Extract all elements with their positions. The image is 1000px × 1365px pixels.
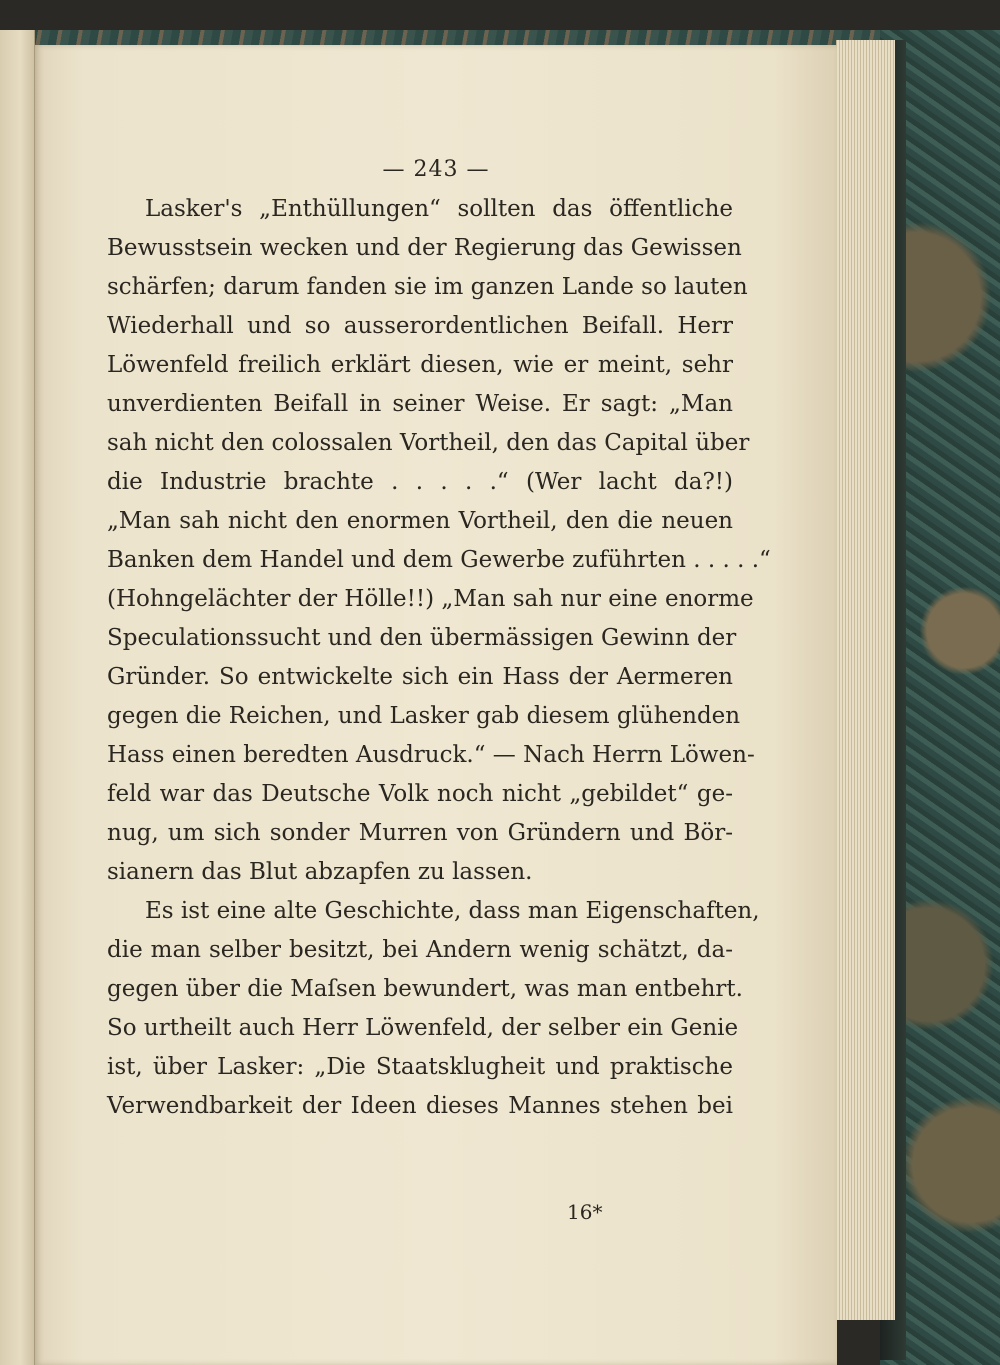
text-line: Lasker's „Enthüllungen“ sollten das öffentliche <box>145 196 733 222</box>
text-line: schärfen; darum fanden sie im ganzen Lande so lauten <box>107 274 748 300</box>
text-line: Bewusstsein wecken und der Regierung das Gewissen <box>107 235 742 261</box>
previous-page-edge <box>0 30 35 1365</box>
text-line: gegen die Reichen, und Lasker gab diesem glühenden <box>107 703 741 729</box>
text-line: ist, über Lasker: „Die Staatsklugheit und praktische <box>107 1054 733 1080</box>
text-line: feld war das Deutsche Volk noch nicht „gebildet“ ge- <box>107 781 733 807</box>
book-page <box>35 45 837 1365</box>
text-line: „Man sah nicht den enormen Vortheil, den die neuen <box>107 508 733 534</box>
paragraph-2 <box>107 892 760 1126</box>
text-line: Speculationssucht und den übermässigen Gewinn der <box>107 625 737 651</box>
signature-mark: 16* <box>567 1200 603 1224</box>
text-line: Löwenfeld freilich erklärt diesen, wie er meint, sehr <box>107 352 733 378</box>
text-line: sianern das Blut abzapfen zu lassen. <box>107 859 533 885</box>
body-text <box>107 190 771 1126</box>
text-line: nug, um sich sonder Murren von Gründern und Bör- <box>107 820 733 846</box>
text-line: gegen über die Maſsen bewundert, was man entbehrt. <box>107 976 743 1002</box>
text-line: Hass einen beredten Ausdruck.“ — Nach Herrn Löwen- <box>107 742 755 768</box>
text-line: Wiederhall und so ausserordentlichen Beifall. Herr <box>107 313 733 339</box>
text-line: Banken dem Handel und dem Gewerbe zuführten . . . . .“ <box>107 547 771 573</box>
text-line: Gründer. So entwickelte sich ein Hass der Aermeren <box>107 664 733 690</box>
text-line: die man selber besitzt, bei Andern wenig schätzt, da- <box>107 937 733 963</box>
text-line: Verwendbarkeit der Ideen dieses Mannes stehen bei <box>107 1093 733 1119</box>
text-line: sah nicht den colossalen Vortheil, den das Capital über <box>107 430 750 456</box>
text-line: So urtheilt auch Herr Löwenfeld, der selber ein Genie <box>107 1015 739 1041</box>
page-number: — 243 — <box>382 157 490 182</box>
text-line: Es ist eine alte Geschichte, dass man Eigenschaften, <box>145 898 760 924</box>
paragraph-1 <box>107 190 771 892</box>
text-line: (Hohngelächter der Hölle!!) „Man sah nur eine enorme <box>107 586 754 612</box>
page-stack-edges <box>836 40 895 1320</box>
text-line: unverdienten Beifall in seiner Weise. Er sagt: „Man <box>107 391 733 417</box>
text-line: die Industrie brachte . . . . .“ (Wer lacht da?!) <box>107 469 733 495</box>
